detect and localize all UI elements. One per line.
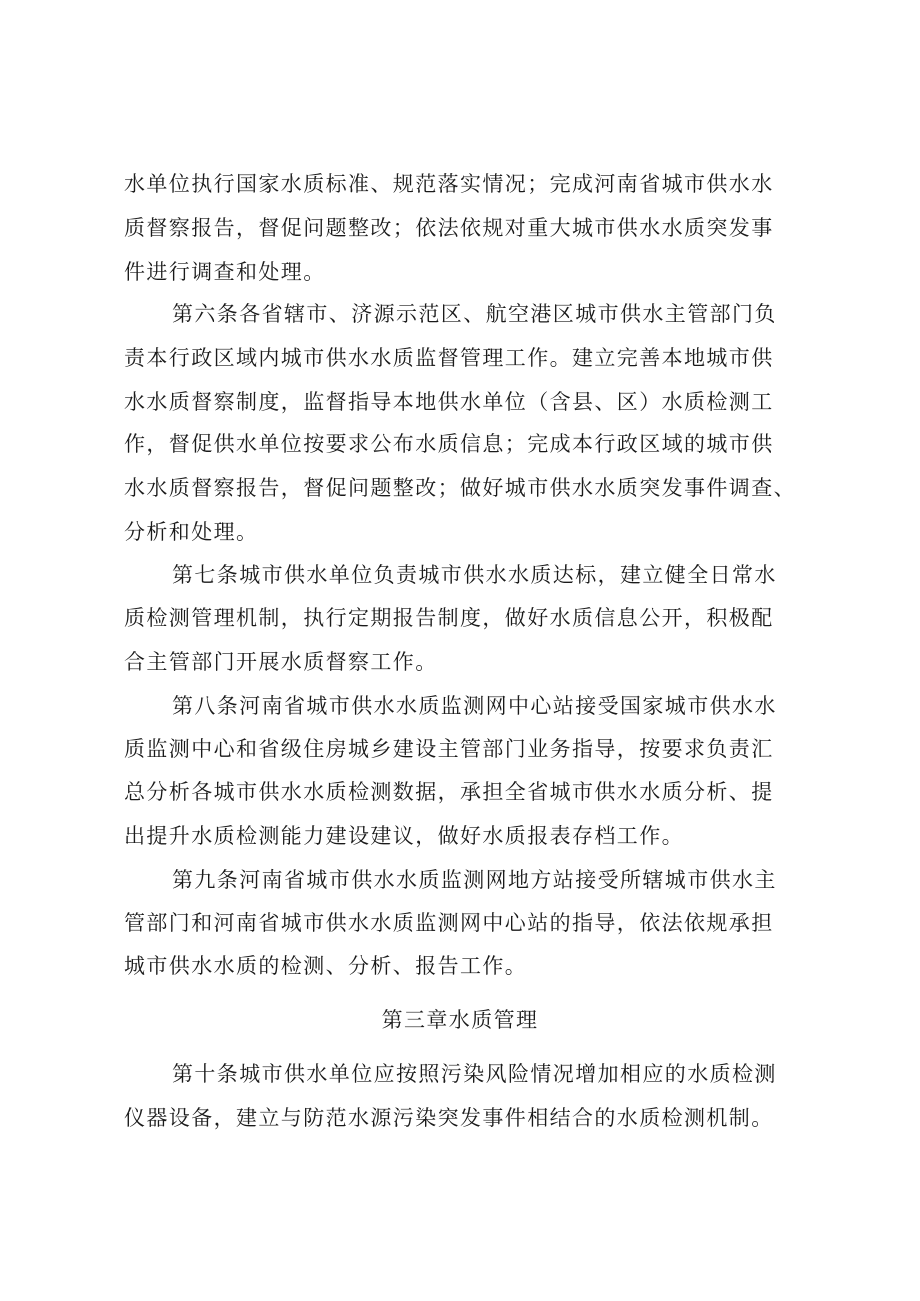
paragraph-line: 质监测中心和省级住房城乡建设主管部门业务指导，按要求负责汇: [124, 737, 774, 761]
paragraph-line: 责本行政区域内城市供水水质监督管理工作。建立完善本地城市供: [124, 346, 774, 370]
paragraph-line: 管部门和河南省城市供水水质监测网中心站的指导，依法依规承担: [124, 911, 774, 935]
chapter-heading: 第三章水质管理: [381, 1008, 539, 1032]
paragraph-line: 质督察报告，督促问题整改；依法依规对重大城市供水水质突发事: [124, 216, 774, 240]
paragraph-line: 质检测管理机制，执行定期报告制度，做好水质信息公开，积极配: [124, 606, 774, 630]
article-10-first-line: 第十条城市供水单位应按照污染风险情况增加相应的水质检测: [172, 1062, 777, 1086]
paragraph-line: 仪器设备，建立与防范水源污染突发事件相结合的水质检测机制。: [124, 1106, 774, 1130]
paragraph-line: 分析和处理。: [124, 520, 259, 544]
paragraph-line: 水水质督察制度，监督指导本地供水单位（含县、区）水质检测工: [124, 390, 774, 414]
article-6-first-line: 第六条各省辖市、济源示范区、航空港区城市供水主管部门负: [172, 302, 777, 326]
paragraph-line: 合主管部门开展水质督察工作。: [124, 650, 438, 674]
paragraph-line: 件进行调查和处理。: [124, 260, 326, 284]
paragraph-line: 城市供水水质的检测、分析、报告工作。: [124, 954, 528, 978]
paragraph-line: 水水质督察报告，督促问题整改；做好城市供水水质突发事件调查、: [124, 476, 796, 500]
paragraph-line: 总分析各城市供水水质检测数据，承担全省城市供水水质分析、提: [124, 780, 774, 804]
paragraph-line: 作，督促供水单位按要求公布水质信息；完成本行政区域的城市供: [124, 432, 774, 456]
article-8-first-line: 第八条河南省城市供水水质监测网中心站接受国家城市供水水: [172, 694, 777, 718]
paragraph-line: 出提升水质检测能力建设建议，做好水质报表存档工作。: [124, 824, 684, 848]
article-9-first-line: 第九条河南省城市供水水质监测网地方站接受所辖城市供水主: [172, 868, 777, 892]
paragraph-line: 水单位执行国家水质标准、规范落实情况；完成河南省城市供水水: [124, 172, 774, 196]
article-7-first-line: 第七条城市供水单位负责城市供水水质达标，建立健全日常水: [172, 563, 777, 587]
